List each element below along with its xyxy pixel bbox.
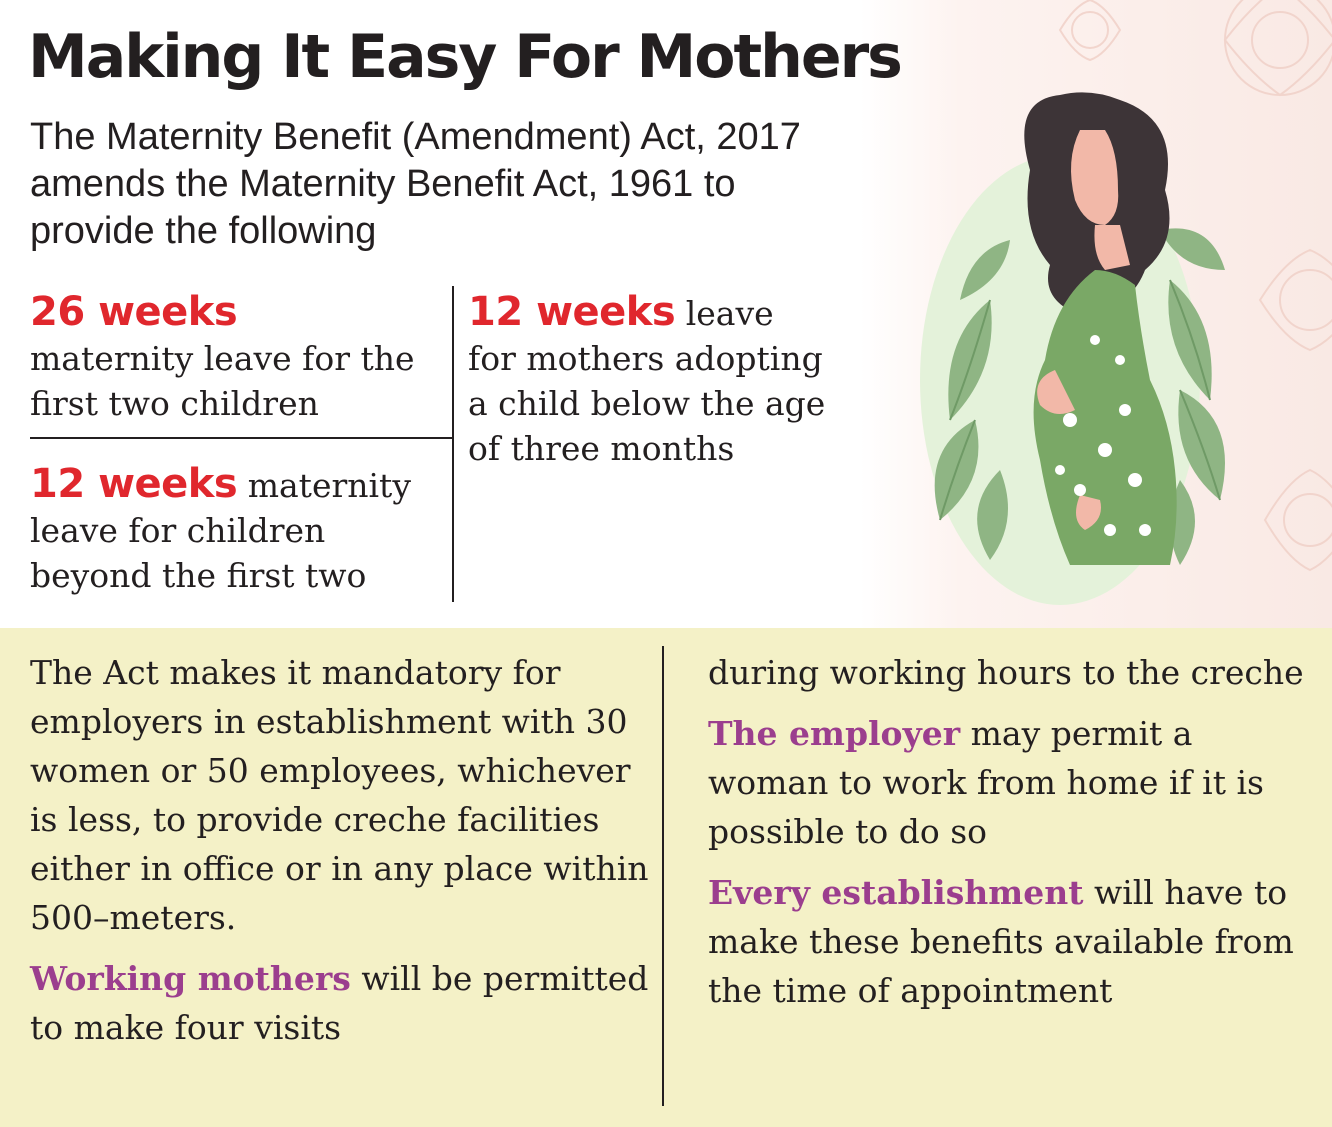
divider-vertical-top <box>452 286 454 602</box>
visits-highlight: Working mothers <box>30 959 351 998</box>
creche-provision: The Act makes it mandatory for employers in establishment with 30 women or 50 employees, whichever is less, to provide creche facilities either in office or in any place within 500–meters. <box>30 653 649 937</box>
benefit-12-weeks-children <box>30 462 445 598</box>
wfh-text: may permit a woman to work from home if it is possible to do so <box>708 714 1264 851</box>
visits-continued: during working hours to the creche <box>708 653 1304 692</box>
visits-text: will be permitted to make four visits <box>30 959 649 1047</box>
divider-vertical-bottom <box>662 646 664 1106</box>
benefit-12-weeks-adoption <box>468 290 828 471</box>
wfh-provision <box>708 709 1308 856</box>
benefit-highlight: 12 weeks <box>468 289 676 335</box>
visits-provision <box>30 954 650 1052</box>
every-establishment-provision <box>708 868 1308 1015</box>
benefit-text: maternity leave for children beyond the first two <box>30 466 411 595</box>
every-text: will have to make these benefits available from the time of appointment <box>708 873 1294 1010</box>
divider-horizontal-top <box>30 437 453 439</box>
page-title: Making It Easy For Mothers <box>28 22 901 92</box>
benefit-text: maternity leave for the first two children <box>30 339 415 423</box>
intro-text: The Maternity Benefit (Amendment) Act, 2017 amends the Maternity Benefit Act, 1961 to provide the following <box>30 116 801 252</box>
benefit-26-weeks <box>30 290 445 426</box>
benefit-highlight: 12 weeks <box>30 461 238 507</box>
bottom-section <box>0 628 1332 1127</box>
wfh-highlight: The employer <box>708 714 961 753</box>
provisions-left-column <box>30 648 650 1052</box>
benefit-highlight: 26 weeks <box>30 289 238 335</box>
provisions-right-column <box>708 648 1308 1015</box>
benefit-text: leave for mothers adopting a child below the age of three months <box>468 294 826 468</box>
pregnant-woman-illustration-icon <box>880 0 1332 628</box>
every-highlight: Every establishment <box>708 873 1084 912</box>
